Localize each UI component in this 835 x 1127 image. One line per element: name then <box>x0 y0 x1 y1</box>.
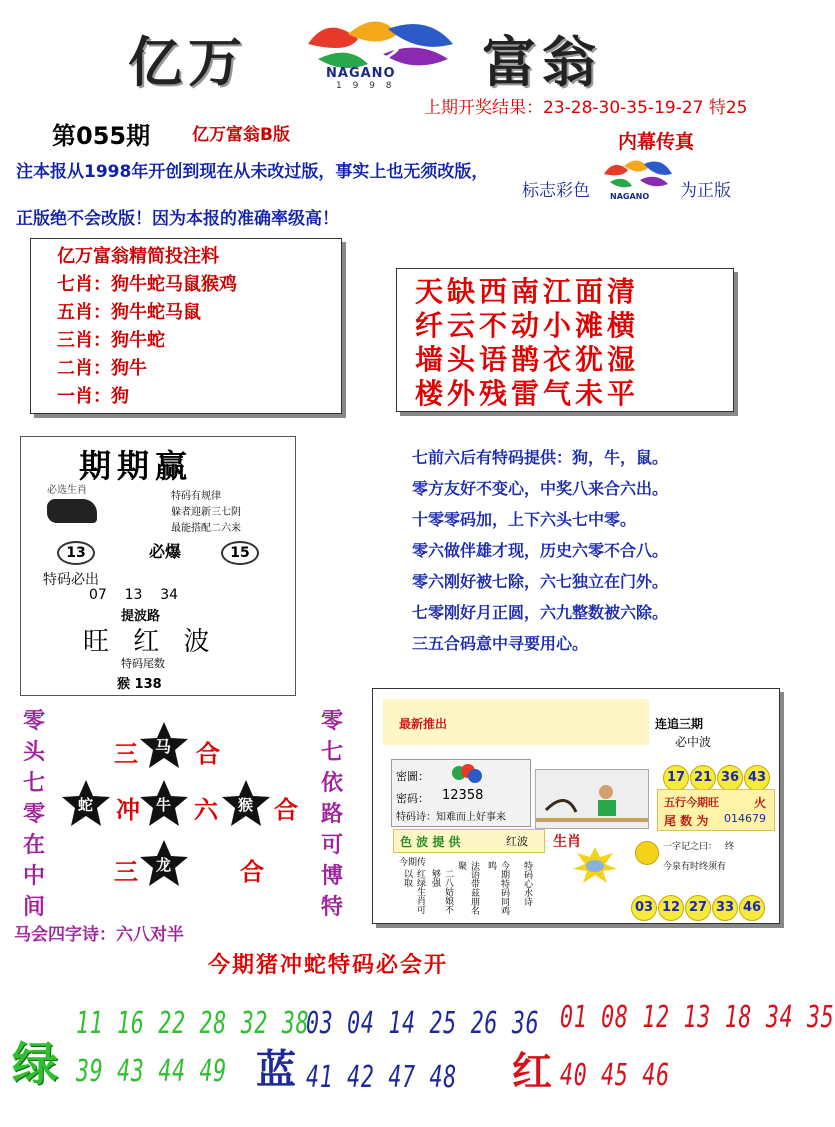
headline: 今期猪冲蛇特码必会开 <box>208 953 449 978</box>
zodiac-stars <box>60 704 310 904</box>
chase-label: 连追三期 <box>655 717 704 731</box>
newspaper-sub: 必选生肖 <box>47 485 87 496</box>
tips-col: 红绿生肖可以取 <box>402 869 425 914</box>
tips-col: 二八姑娘不够强 <box>430 869 453 914</box>
ball: 17 <box>663 765 689 791</box>
wave-value: 旺 红 波 <box>83 627 218 657</box>
code-panel <box>391 759 531 827</box>
notice-line-2: 正版绝不会改版！因为本报的准确率级高！ <box>16 209 339 229</box>
poem-line: 纤云不动小滩横 <box>415 309 640 342</box>
right-vertical-poem <box>318 706 346 923</box>
ball: 03 <box>631 895 657 921</box>
newspaper-line: 特码有规律 <box>171 491 221 502</box>
star-text: 蛇 <box>78 796 94 814</box>
ball: 33 <box>712 895 738 921</box>
picks-row: 七肖：狗牛蛇马鼠猴鸡 <box>57 274 237 295</box>
snake-icon <box>635 841 659 865</box>
nagano-logo <box>288 14 468 104</box>
balls-top <box>663 765 771 791</box>
newspaper-line: 最能搭配二六来 <box>171 523 241 534</box>
vertical-char: 可 <box>320 833 343 858</box>
blue-row-2: 41 42 47 48 <box>306 1060 457 1095</box>
picks-box <box>30 238 342 414</box>
star-text: 马 <box>155 737 172 756</box>
star-text: 冲 <box>116 796 140 824</box>
edition-label: 亿万富翁B版 <box>192 125 290 145</box>
ball: 21 <box>690 765 716 791</box>
cartoon-image <box>535 769 649 829</box>
riddle-line: 零方友好不变心，中奖八来合六出。 <box>412 479 669 498</box>
five-elements-label: 五行今期旺 <box>664 796 719 809</box>
must-win: 必爆 <box>149 542 182 561</box>
vertical-char: 头 <box>22 740 45 765</box>
star-text: 六 <box>194 796 218 824</box>
tips-box <box>372 688 780 924</box>
vertical-char: 七 <box>22 771 45 796</box>
logo-text: NAGANO <box>326 66 396 81</box>
blue-label: 蓝 <box>256 1047 296 1093</box>
green-row-1: 11 16 22 28 32 38 <box>76 1006 310 1041</box>
newspaper-clip <box>20 436 296 696</box>
poem-line: 墙头语鹊衣犹湿 <box>415 343 640 376</box>
blue-row-1: 03 04 14 25 26 36 <box>306 1006 540 1041</box>
special-numbers: 07 13 34 <box>89 587 179 603</box>
star-text: 猴 <box>238 796 254 814</box>
poem-line: 天缺西南江面清 <box>415 275 640 308</box>
riddle-line: 零六刚好被七除，六七独立在门外。 <box>412 572 669 591</box>
green-row-2: 39 43 44 49 <box>76 1054 227 1089</box>
issue-number: 第055期 <box>52 122 151 150</box>
picks-title: 亿万富翁精简投注料 <box>57 246 219 267</box>
riddle-line: 十零零码加，上下六头七中零。 <box>412 510 637 529</box>
red-label: 红 <box>512 1049 552 1095</box>
tips-col: 今期特码同鸡鸣 <box>486 861 509 915</box>
poem-box <box>396 268 734 412</box>
sun-animal-icon <box>573 847 617 883</box>
newspaper-line: 躲者迎新三七阴 <box>171 507 241 518</box>
star-text: 牛 <box>156 796 172 814</box>
picks-row: 五肖：狗牛蛇马鼠 <box>57 302 201 323</box>
ball: 27 <box>685 895 711 921</box>
ball-right: 15 <box>221 541 259 565</box>
title-left: 亿万 <box>128 30 248 94</box>
element-value: 火 <box>754 796 767 810</box>
previous-result: 上期开奖结果：23-28-30-35-19-27 特25 <box>424 98 748 118</box>
picks-row: 三肖：狗牛蛇 <box>57 330 165 351</box>
vertical-char: 在 <box>22 833 45 858</box>
fax-label: 内幕传真 <box>618 131 695 153</box>
poem-line: 楼外残雷气未平 <box>415 377 640 410</box>
vertical-char: 七 <box>320 740 343 765</box>
zodiac-label: 生肖 <box>553 834 581 850</box>
star-text: 合 <box>240 858 264 886</box>
color-wave-title: 色 波 提 供 <box>400 835 461 849</box>
special-label: 特码必出 <box>43 572 99 588</box>
mystery-label: 密圖： <box>396 770 429 783</box>
vertical-char: 博 <box>320 864 343 889</box>
tiger-image <box>47 499 97 523</box>
star-text: 三 <box>114 740 138 768</box>
color-wave-value: 红波 <box>506 835 528 848</box>
green-label: 绿 <box>12 1037 58 1091</box>
logo-year: 1 9 9 8 <box>336 81 396 91</box>
tail-label: 尾 数 为 <box>664 814 709 828</box>
hint-line: 今泉有时终须有 <box>663 862 727 872</box>
vertical-char: 间 <box>22 895 45 920</box>
special-poem: 特码诗：知难而上好事来 <box>396 812 506 823</box>
ball-left: 13 <box>57 541 95 565</box>
mystery-icon <box>452 764 482 784</box>
code-value: 12358 <box>442 788 484 803</box>
latest-label: 最新推出 <box>399 717 448 731</box>
small-logo <box>596 156 676 214</box>
riddle-block <box>412 442 668 659</box>
vertical-char: 路 <box>320 802 343 827</box>
ball: 12 <box>658 895 684 921</box>
five-elements-panel <box>657 789 775 831</box>
ball: 36 <box>717 765 743 791</box>
color-wave-panel <box>393 829 545 853</box>
vertical-char: 零 <box>22 802 45 827</box>
red-row-1: 01 08 12 13 18 34 35 <box>560 1000 835 1035</box>
wave-label: 提波路 <box>121 609 161 624</box>
vertical-char: 中 <box>22 864 45 889</box>
code-label: 密码： <box>396 792 429 805</box>
vertical-char: 依 <box>320 771 343 796</box>
one-word-label: 一字记之曰： <box>663 842 718 852</box>
riddle-line: 七前六后有特码提供：狗，牛，鼠。 <box>412 448 669 467</box>
vertical-char: 零 <box>320 709 343 734</box>
riddle-line: 七零刚好月正圆，六九整数被六除。 <box>412 603 669 622</box>
picks-row: 一肖：狗 <box>57 386 129 407</box>
vertical-char: 特 <box>320 895 343 920</box>
star-text: 合 <box>274 796 298 824</box>
left-vertical-poem <box>20 706 48 923</box>
standard-color-right: 为正版 <box>680 181 731 201</box>
tips-col-head: 今期传 <box>399 858 427 868</box>
standard-color-left: 标志彩色 <box>522 181 590 201</box>
ball: 46 <box>739 895 765 921</box>
star-text: 三 <box>114 858 138 886</box>
four-char-poem: 马会四字诗：六八对半 <box>14 925 184 945</box>
vertical-char: 零 <box>22 709 45 734</box>
tips-col-right: 特码心水诗 <box>522 861 532 906</box>
riddle-line: 零六做伴雄才现，历史六零不合八。 <box>412 541 669 560</box>
riddle-line: 三五合码意中寻要用心。 <box>412 634 589 653</box>
final-pick: 猴 138 <box>117 677 162 692</box>
must-wave: 必中波 <box>675 735 712 749</box>
star-text: 龙 <box>156 856 172 874</box>
one-word-tail: 终 <box>725 842 735 852</box>
tail-label: 特码尾数 <box>121 657 165 670</box>
ball: 43 <box>744 765 770 791</box>
title-right: 富翁 <box>482 30 602 94</box>
small-logo-text: NAGANO <box>610 192 650 201</box>
tail-value: 014679 <box>724 812 766 825</box>
balls-bottom <box>631 895 766 921</box>
red-row-2: 40 45 46 <box>560 1058 670 1093</box>
picks-row: 二肖：狗牛 <box>57 358 147 379</box>
tips-col: 法语带兹朋名聚 <box>456 861 479 915</box>
notice-line-1: 注本报从1998年开创到现在从未改过版，事实上也无须改版， <box>16 162 489 182</box>
star-text: 合 <box>196 740 220 768</box>
newspaper-title: 期期赢 <box>79 447 194 485</box>
